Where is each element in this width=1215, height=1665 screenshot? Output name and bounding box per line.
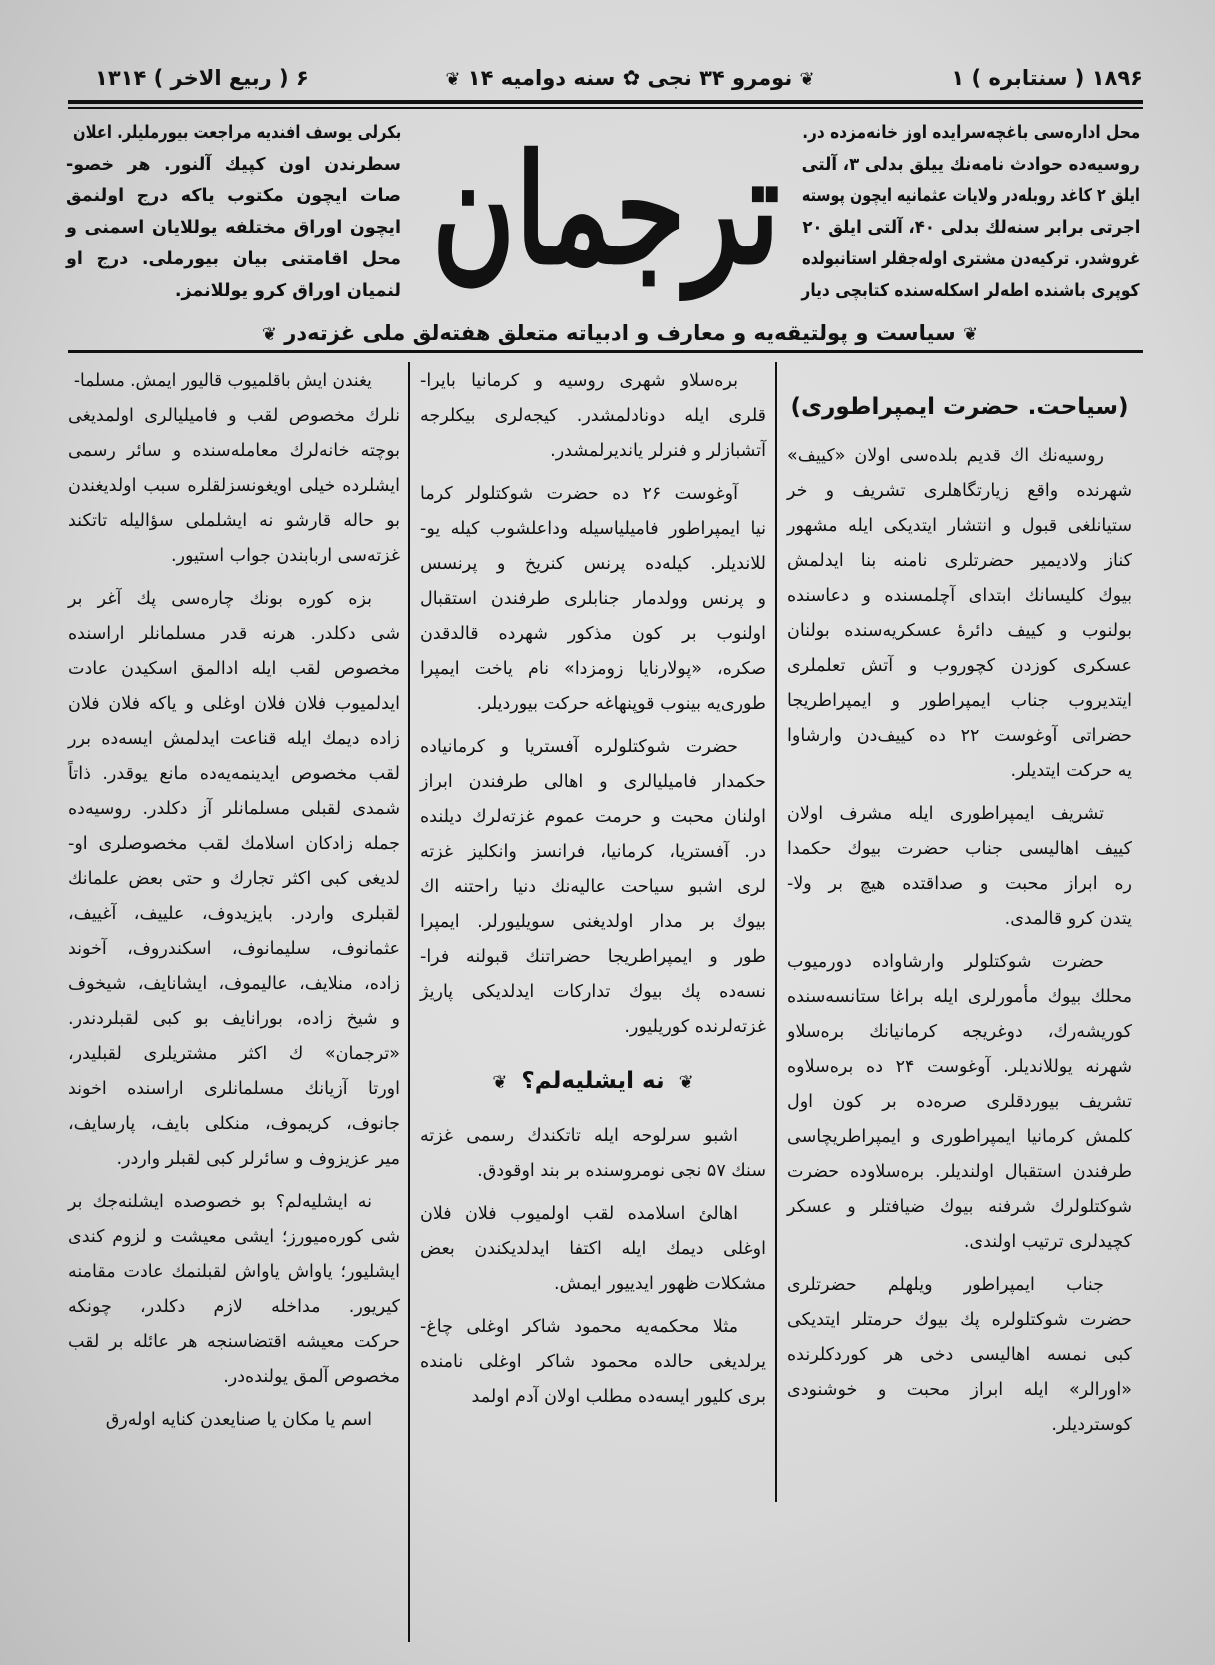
text-line: اسم یا مکان یا صنایعدن کنایه اوله‌رق [105, 1410, 372, 1430]
text-line: و پرنس وولدمار جنابلری طرفندن استقبال [420, 589, 766, 609]
text-line: اولنوب بر کون مذکور شهرده قالدقدن [420, 624, 766, 644]
text-line: لقب مخصوص ایدینمه‌یه‌ده مانع یوقدر. ذاتاً [68, 764, 400, 784]
text-line: قلری ایله دونادلمشدر. کیجه‌لری بیکلرجه [420, 406, 766, 426]
paragraph [420, 1119, 766, 1189]
text-line: جناب ایمپراطور ویلهلم حضرتلری [787, 1275, 1104, 1295]
ornament-icon: ❦ [963, 324, 979, 345]
text-line: نلرك مخصوص لقب و فامیلیالری اولمدیغی [68, 406, 400, 426]
text-line: مشکلات ظهور ایدییور ایمش. [553, 1274, 766, 1294]
info-line: محل اداره‌سی باغچه‌سرایده اوز خانه‌مزده در. [801, 123, 1140, 143]
text-line: بیوك کلیسانك ابتدای آچلمسنده و دعاسنده [787, 586, 1132, 606]
text-line: شهرنه یوللاندیلر. آوغوست ۲۴ ده برەسلاوه [787, 1057, 1132, 1077]
text-line: نسه‌ده پك بیوك تدارکات ایدلدیکی پاریژ [420, 982, 766, 1002]
ornament-icon: ❦ [445, 69, 461, 90]
text-line: شوکتلولرك شرفنه بیوك ضیافتلر و عسکر [787, 1197, 1132, 1217]
text-line: لدیغی کبی اکثر تجارك و حتی بعض علمانك [68, 869, 400, 889]
header-rule [68, 100, 1143, 104]
text-line: حرکت معیشه اقتضاسنجه هر عائله بر لقب [68, 1332, 400, 1352]
text-line: ایتدیروب جناب ایمپراطور و ایمپراطریجا [787, 691, 1132, 711]
info-line: بکرلی یوسف افندیه مراجعت بیورملیلر. اعلان [72, 123, 401, 143]
text-line: کییف اهالیسی جناب حضرت بیوك حکمدا [787, 839, 1132, 859]
info-line: صات ایچون مکتوب یاکه درج اولنمق [66, 186, 401, 206]
article-travel-emperor [787, 385, 1132, 1451]
text-line: طور و ایمپراطریجا حضراتنك قبولنه فرا- [420, 947, 766, 967]
header-rule [68, 107, 1143, 109]
text-line: حضرت شوکتلولر وارشاواده دورمیوب [787, 952, 1104, 972]
text-line: شی دکلدر. هرنه قدر مسلمانلر اراسنده [68, 624, 400, 644]
article-heading: (سیاحت. حضرت ایمپراطوری) [790, 394, 1129, 420]
text-line: زاده دیمك ایله قناعت ایدلمش ایسه‌ده برر [68, 729, 400, 749]
text-line: یغندن ایش باقلمیوب قالیور ایمش. مسلما- [74, 371, 372, 391]
text-line: بزه کوره بونك چاره‌سی پك آغر بر [68, 589, 372, 609]
text-line: یرلدیغی حالده محمود شاکر اوغلی نامنده [420, 1352, 766, 1372]
paragraph [68, 364, 400, 574]
text-line: ایشلیور؛ یاواش یاواش لقبلنمك عادت مقامنه [68, 1262, 400, 1282]
ornament-icon: ❦ [492, 1072, 508, 1093]
paragraph [420, 1310, 766, 1415]
text-line: ایشلرده خیلی اویغونسزلقلره سبب اولدیغندن [68, 476, 400, 496]
text-line: آتشبازلر و فنرلر یاندیرلمشدر. [550, 441, 766, 461]
text-line: تشریف ایمپراطوری ایله مشرف اولان [787, 804, 1104, 824]
paragraph [68, 582, 400, 1177]
text-line: لری اشبو سیاحت عالیه‌نك دنیا راحتنه اك [420, 877, 766, 897]
info-line: ایلق ۲ کاغد روبله‌در ولایات عثمانیه ایچون پوسته [801, 186, 1140, 206]
info-line: ایچون اوراق مختلفه یوللایان اسمنی و [66, 217, 401, 238]
masthead-subtitle [240, 318, 1000, 350]
text-line: کوستردیلر. [1051, 1415, 1132, 1435]
ornament-icon: ❦ [799, 69, 815, 90]
text-line: جمله زادکان اسلامك لقب مخصوصلری او- [68, 834, 400, 854]
text-line: مثلا محکمه‌یه محمود شاکر اوغلی چاغ- [420, 1317, 738, 1337]
text-line: اولنان محبت و حرمت عموم غزته‌لرك دیلنده [420, 807, 766, 827]
text-line: اورتا آزیانك مسلمانلری اراسنده اخوند [68, 1079, 400, 1099]
text-line: حضراتی آوغوست ۲۲ ده کییف‌دن وارشاوا [787, 726, 1132, 746]
text-line: «اورالر» ایله ابراز محبت و خوشنودی [787, 1380, 1132, 1400]
info-line: محل اقامتنی بیان بیورملی. درج او [66, 249, 401, 269]
info-line: اجرتی برابر سنه‌لك بدلی ۴۰، آلتی ایلق ۲۰ [801, 217, 1140, 238]
text-line: بیوك بر مدار اولدیغنی سویلیورلر. ایمپرا [420, 912, 766, 932]
paragraph [420, 1197, 766, 1302]
article-left-column [68, 364, 400, 1446]
text-line: «ترجمان» ك اکثر مشتریلری لقبلیدر، [68, 1044, 400, 1064]
text-line: بری کلیور ایسه‌ده مطلب اولان آدم اولمد [471, 1387, 766, 1407]
heading-text: نه ایشلیه‌لم؟ [521, 1068, 665, 1094]
column-divider [775, 362, 777, 1502]
text-line: للاندیلر. کیله‌ده پرنس کنریخ و پرنسس [420, 554, 766, 574]
text-line: محلك بیوك مأمورلری ایله براغا ستانسه‌سنده [787, 987, 1132, 1007]
text-line: مخصوص لقب ایله ادالمق اسکیدن عادت [68, 659, 400, 679]
subscription-info [795, 118, 1140, 307]
text-line: و شیخ زاده، بورانایف بو کبی لقبلردندر. [68, 1009, 400, 1029]
text-line: کیریور. مداخله لازم دکلدر، چونکه [68, 1297, 400, 1317]
subtitle-rule [68, 350, 1143, 353]
text-line: جانوف، کریموف، منکلی بایف، پارسایف، [68, 1114, 400, 1134]
text-line: بو حاله قارشو نه ایشلملی سؤالیله تاتکند [68, 511, 400, 531]
text-line: اوغلی دیمك ایله اکتفا ایدلدیکندن بعض [420, 1239, 766, 1259]
text-line: نیا ایمپراطور فامیلیاسیله وداعلشوب کیله یو- [420, 519, 766, 539]
paragraph [787, 945, 1132, 1260]
text-line: بوچته خانه‌لرك معامله‌سنده و سائر رسمی [68, 441, 400, 461]
text-line: کلمش کرمانیا ایمپراطوری و ایمپراطریچاسی [787, 1127, 1132, 1147]
text-line: حضرت شوکتلولره پك بیوك حرمتلر ایتدیکی [787, 1310, 1132, 1330]
text-line: یتدن کرو قالمدی. [1004, 909, 1132, 929]
ornament-icon: ❦ [678, 1072, 694, 1093]
issue-number [430, 60, 830, 96]
text-line: زاده، منلایف، عالیموف، ایشانایف، شیخوف [68, 974, 400, 994]
info-line: روسیه‌ده حوادث نامه‌نك ییلق بدلی ۳، آلتی [801, 154, 1140, 175]
text-line: شمدی لقبلی مسلمانلر آز دکلدر. روسیه‌ده [68, 799, 400, 819]
text-line: غزته‌سی اربابندن جواب استیور. [170, 546, 400, 566]
text-line: ره ابراز محبت و صداقتده هیچ بر ولا- [787, 874, 1132, 894]
paragraph [420, 730, 766, 1045]
text-line: حکمدار فامیلیالری و اهالی طرفندن ابراز [420, 772, 766, 792]
text-line: شی کوره‌میورز؛ ایشی معیشت و لزوم کندی [68, 1227, 400, 1247]
info-line: کوپری باشنده اطه‌لر اسکله‌سنده کتابچی دیار [801, 280, 1140, 301]
text-line: بولنوب و کییف دائرهٔ عسکریه‌سنده بولنان [787, 621, 1132, 641]
text-line: کوریشه‌رك، دوغریجه کرمانیانك برەسلاو [787, 1022, 1132, 1042]
paragraph [420, 477, 766, 722]
masthead-title: ترجمان [432, 122, 780, 298]
text-line: طرفندن استقبال اولندیلر. برەسلاوده حضرت [787, 1162, 1132, 1182]
text-line: نه ایشلیه‌لم؟ بو خصوصده ایشلنه‌جك بر [68, 1192, 372, 1212]
text-line: غزته‌لرنده کوریلیور. [624, 1017, 766, 1037]
text-line: ستیانلغی قبول و انتشار ایتدیکی ایله مشهور [787, 516, 1132, 536]
text-line: در. آفستریا، کرمانیا، فرانسز وانکلیز غزته [420, 842, 766, 862]
text-line: صکره، «پولارنایا زومزدا» نام یاخت ایمپرا [420, 659, 766, 679]
paragraph [68, 1403, 400, 1438]
article-middle-column [420, 364, 766, 1423]
text-line: عثمانوف، سلیمانوف، اسکندروف، آخوند [68, 939, 400, 959]
info-line: سطرندن اون کپیك آلنور. هر خصو- [66, 154, 401, 175]
text-line: آوغوست ۲۶ ده حضرت شوکتلولر کرما [420, 484, 738, 504]
issue-text: نومرو ۳۴ نجی ✿ سنه دوامیه ۱۴ [467, 66, 793, 90]
paragraph [68, 1185, 400, 1395]
text-line: میر عزیزوف و سائرلر کبی لقبلر واردر. [116, 1149, 400, 1169]
text-line: تشریف بیوردقلری صره‌ده بر کون اول [787, 1092, 1132, 1112]
text-line: ایدلمیوب فلان فلان اوغلی و یاکه فلان فلان [68, 694, 400, 714]
text-line: سنك ۵۷ نجی نومروسنده بر بند اوقودق. [477, 1161, 766, 1181]
info-line: لنمیان اوراق کرو یوللانمز. [174, 280, 401, 301]
subtitle-text: سیاست و پولتیقه‌یه و معارف و ادبیاته متعلق هفته‌لق ملی غزته‌در [284, 321, 956, 345]
date-hijri: ۶ ( ربیع الاخر ) ۱۳۱۴ [95, 66, 309, 90]
ornament-icon: ❦ [261, 324, 277, 345]
info-line: غروشدر. ترکیه‌دن مشتری اوله‌جقلر استانبولده [801, 249, 1140, 269]
text-line: کچیدلری ترتیب اولندی. [963, 1232, 1132, 1252]
text-line: شهرنده واقع زیارتگاهلری تشریف و خر [787, 481, 1132, 501]
text-line: حضرت شوکتلولره آفستریا و کرمانیاده [420, 737, 738, 757]
text-line: روسیه‌نك اك قدیم بلده‌سی اولان «کییف» [787, 446, 1104, 466]
text-line: طوری‌یه بینوب قوپنهاغه حرکت بیوردیلر. [476, 694, 766, 714]
text-line: کبی نمسه اهالیسی دخی هر کوردکلرنده [787, 1345, 1132, 1365]
article-heading [420, 1059, 766, 1105]
date-gregorian: ۱۸۹۶ ( سنتابره ) ۱ [951, 66, 1143, 90]
text-line: کناز ولادیمیر حضرتلری نامنه بنا ایدلمش [787, 551, 1132, 571]
text-line: لقبلری واردر. بایزیدوف، علییف، آغییف، [68, 904, 400, 924]
paragraph [787, 439, 1132, 789]
text-line: برەسلاو شهری روسیه و کرمانیا بایرا- [420, 371, 738, 391]
text-line: اهالئ اسلامده لقب اولمیوب فلان فلان [420, 1204, 738, 1224]
text-line: عسکری کوزدن کچوروب و آتش تعلملری [787, 656, 1132, 676]
text-line: اشبو سرلوحه ایله تاتکندك رسمی غزته [420, 1126, 738, 1146]
text-line: مخصوص آلمق یولنده‌در. [223, 1367, 400, 1387]
text-line: یه حرکت ایتدیلر. [1010, 761, 1132, 781]
column-divider [408, 362, 410, 1642]
paragraph [420, 364, 766, 469]
paragraph [787, 797, 1132, 937]
paragraph [787, 1268, 1132, 1443]
